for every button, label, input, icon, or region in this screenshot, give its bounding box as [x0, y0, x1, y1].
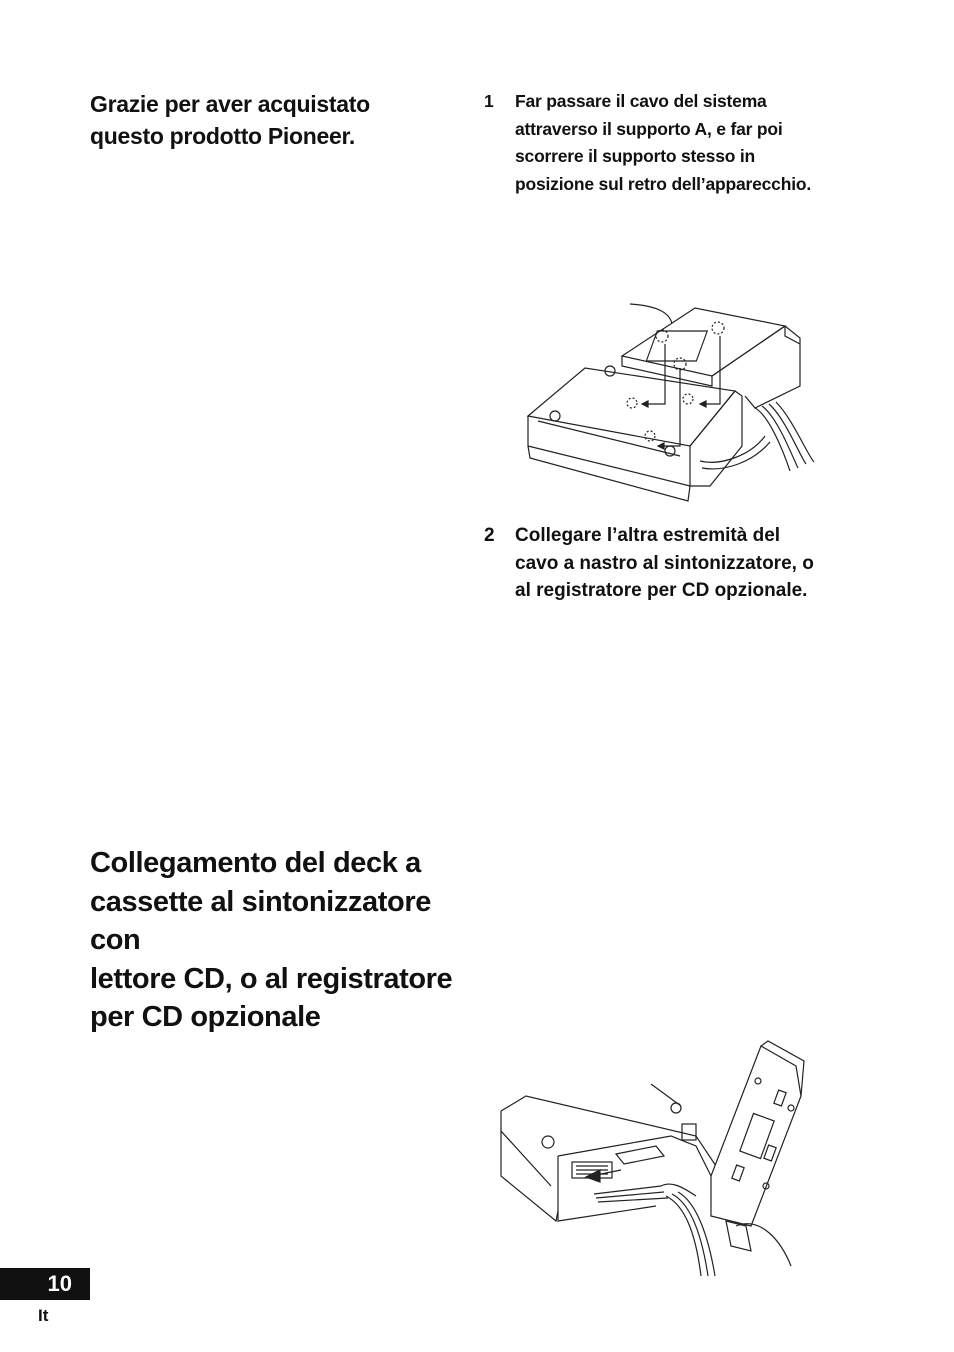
- intro-text: [90, 88, 430, 152]
- heading-line: lettore CD, o al registratore: [90, 962, 453, 995]
- heading-line: cassette al sintonizzatore con: [90, 885, 431, 956]
- heading-line: per CD opzionale: [90, 1001, 321, 1033]
- step-line: Collegare l’altra estremità del: [515, 525, 781, 546]
- intro-line: questo prodotto Pioneer.: [90, 123, 355, 149]
- bracket-attachment-illustration: [520, 296, 830, 511]
- step-number: 2: [484, 525, 495, 546]
- page-number: 10: [47, 1271, 72, 1296]
- step-line: attraverso il supporto A, e far poi: [515, 118, 783, 139]
- step-line: cavo a nastro al sintonizzatore, o: [515, 552, 814, 574]
- step-2: [484, 522, 844, 605]
- step-text: [515, 88, 844, 198]
- step-line: al registratore per CD opzionale.: [515, 580, 808, 601]
- step-1: [484, 88, 844, 198]
- language-label: It: [38, 1306, 49, 1325]
- step-number: 1: [484, 91, 494, 111]
- step-line: posizione sul retro dell’apparecchio.: [515, 173, 812, 194]
- step-line: Far passare il cavo del sistema: [515, 91, 767, 111]
- step-text: [515, 522, 844, 605]
- step-line: scorrere il supporto stesso in: [515, 146, 756, 166]
- section-heading: [90, 844, 470, 1037]
- page-number-box: [0, 1268, 90, 1300]
- cable-connection-illustration: [496, 1036, 816, 1286]
- heading-line: Collegamento del deck a: [90, 847, 421, 879]
- intro-line: Grazie per aver acquistato: [90, 91, 370, 117]
